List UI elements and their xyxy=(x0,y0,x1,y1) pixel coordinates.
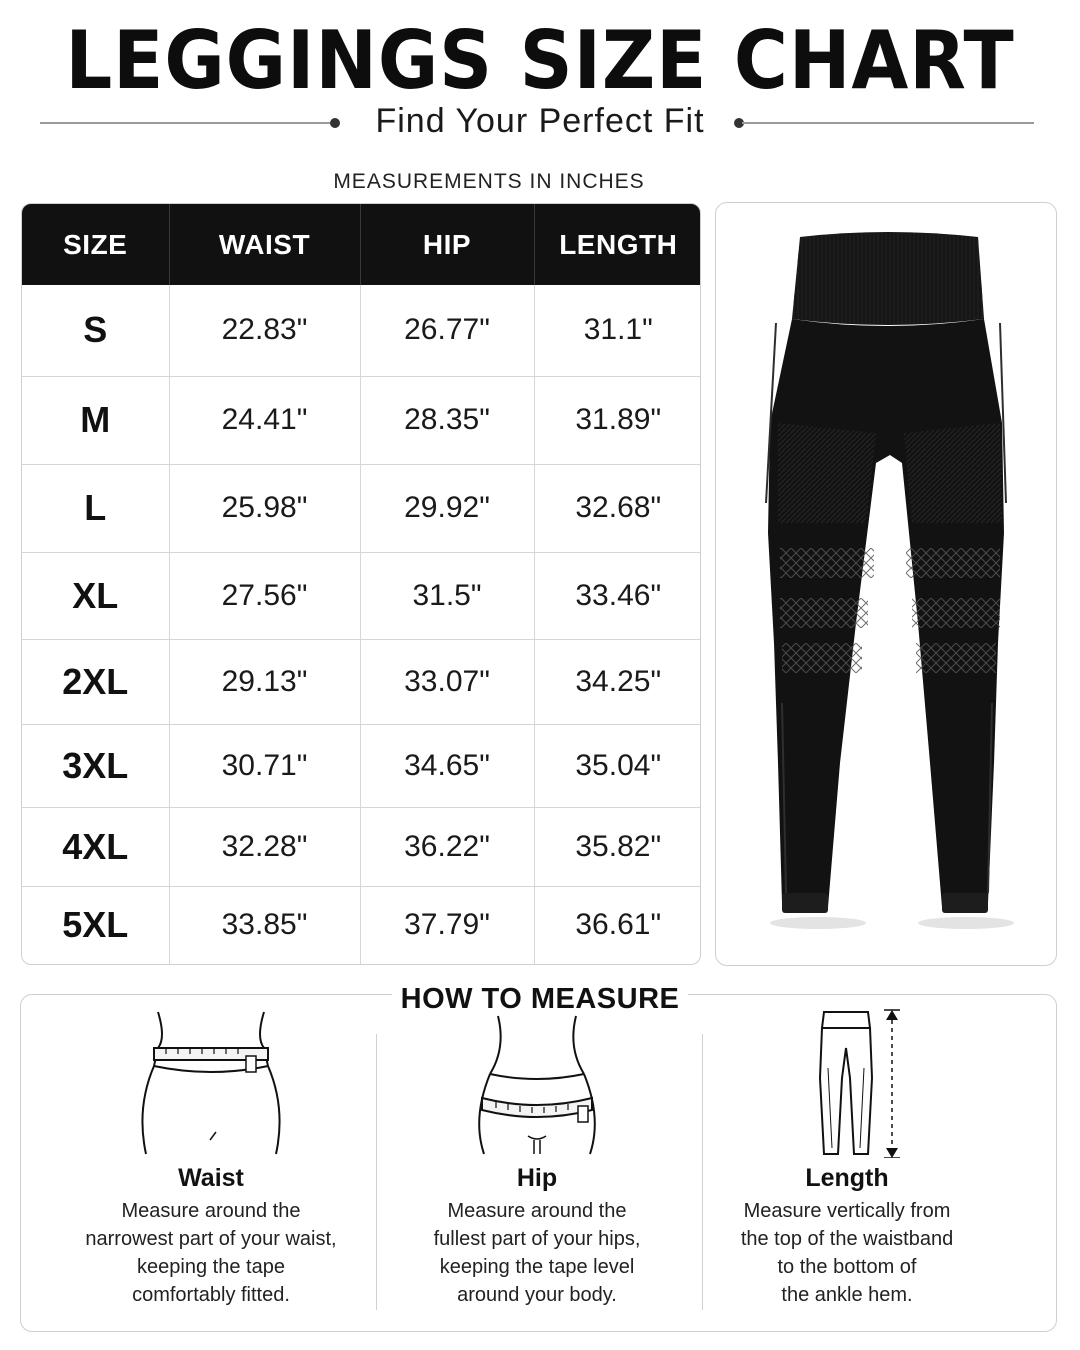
description-line: keeping the tape xyxy=(137,1256,285,1278)
waist-cell: 22.83" xyxy=(169,285,360,376)
description-line: Measure around the xyxy=(447,1200,627,1222)
measure-description xyxy=(46,1197,376,1309)
size-table xyxy=(21,203,701,965)
waist-cell: 24.41" xyxy=(169,376,360,464)
hip-cell: 26.77" xyxy=(360,285,534,376)
hip-cell: 31.5" xyxy=(360,552,534,639)
measure-waist xyxy=(46,1008,376,1309)
description-line: to the bottom of xyxy=(777,1256,917,1278)
table-row xyxy=(22,285,701,376)
column-header-length: LENGTH xyxy=(559,228,678,260)
waist-cell: 27.56" xyxy=(169,552,360,639)
description-line: fullest part of your hips, xyxy=(433,1228,641,1250)
size-cell: 5XL xyxy=(22,886,169,964)
description-line: around your body. xyxy=(457,1284,617,1306)
waist-cell: 32.28" xyxy=(169,807,360,886)
hip-measure-icon xyxy=(462,1008,612,1158)
column-header-hip: HIP xyxy=(360,204,534,285)
column-header-waist: WAIST xyxy=(169,204,360,285)
measure-name: Hip xyxy=(516,1164,558,1192)
waist-measure-icon xyxy=(136,1008,286,1158)
table-row xyxy=(22,639,701,724)
subtitle-row xyxy=(0,100,1080,146)
length-cell: 33.46" xyxy=(534,552,701,639)
measure-length xyxy=(682,1008,1012,1309)
waist-cell: 33.85" xyxy=(169,886,360,964)
measure-hip xyxy=(372,1008,702,1309)
hip-cell: 29.92" xyxy=(360,464,534,552)
measure-name: Waist xyxy=(178,1164,244,1192)
product-photo-card xyxy=(715,202,1057,966)
leggings-product-image xyxy=(716,203,1058,967)
divider-left xyxy=(40,122,330,124)
how-to-measure-title: HOW TO MEASURE xyxy=(392,983,688,1016)
size-cell: L xyxy=(22,464,169,552)
divider-dot-left xyxy=(330,118,340,128)
size-cell: XL xyxy=(22,552,169,639)
measure-description xyxy=(372,1197,702,1309)
measure-name: Length xyxy=(805,1164,889,1192)
table-row xyxy=(22,807,701,886)
table-row xyxy=(22,552,701,639)
column-header-size: SIZE xyxy=(22,204,169,285)
hip-cell: 37.79" xyxy=(360,886,534,964)
units-note: MEASUREMENTS IN INCHES xyxy=(333,170,645,193)
hip-cell: 34.65" xyxy=(360,724,534,807)
size-cell: 4XL xyxy=(22,807,169,886)
description-line: Measure vertically from xyxy=(743,1200,951,1222)
length-cell: 34.25" xyxy=(534,639,701,724)
length-cell: 36.61" xyxy=(575,908,662,942)
description-line: Measure around the xyxy=(121,1200,301,1222)
waist-cell: 30.71" xyxy=(169,724,360,807)
length-cell: 31.1" xyxy=(534,285,701,376)
hip-cell: 33.07" xyxy=(360,639,534,724)
length-cell: 32.68" xyxy=(534,464,701,552)
waist-cell: 25.98" xyxy=(169,464,360,552)
description-line: the ankle hem. xyxy=(781,1284,913,1306)
size-cell: 2XL xyxy=(22,639,169,724)
waist-cell: 29.13" xyxy=(169,639,360,724)
divider-right xyxy=(742,122,1034,124)
table-row xyxy=(22,724,701,807)
description-line: the top of the waistband xyxy=(740,1228,954,1250)
measure-description xyxy=(682,1197,1012,1309)
length-cell: 35.04" xyxy=(534,724,701,807)
description-line: comfortably fitted. xyxy=(132,1284,290,1306)
length-measure-icon xyxy=(772,1008,922,1158)
size-cell: S xyxy=(22,285,169,376)
table-row xyxy=(22,886,701,964)
table-row xyxy=(22,376,701,464)
size-cell: 3XL xyxy=(22,724,169,807)
size-cell: M xyxy=(22,376,169,464)
description-line: keeping the tape level xyxy=(439,1256,635,1278)
hip-cell: 28.35" xyxy=(360,376,534,464)
page-subtitle: Find Your Perfect Fit xyxy=(375,102,705,140)
table-header-row xyxy=(22,204,701,285)
length-cell: 31.89" xyxy=(534,376,701,464)
description-line: narrowest part of your waist, xyxy=(85,1228,337,1250)
length-cell: 35.82" xyxy=(534,807,701,886)
page-title: LEGGINGS SIZE CHART xyxy=(65,14,1015,107)
hip-cell: 36.22" xyxy=(360,807,534,886)
table-row xyxy=(22,464,701,552)
